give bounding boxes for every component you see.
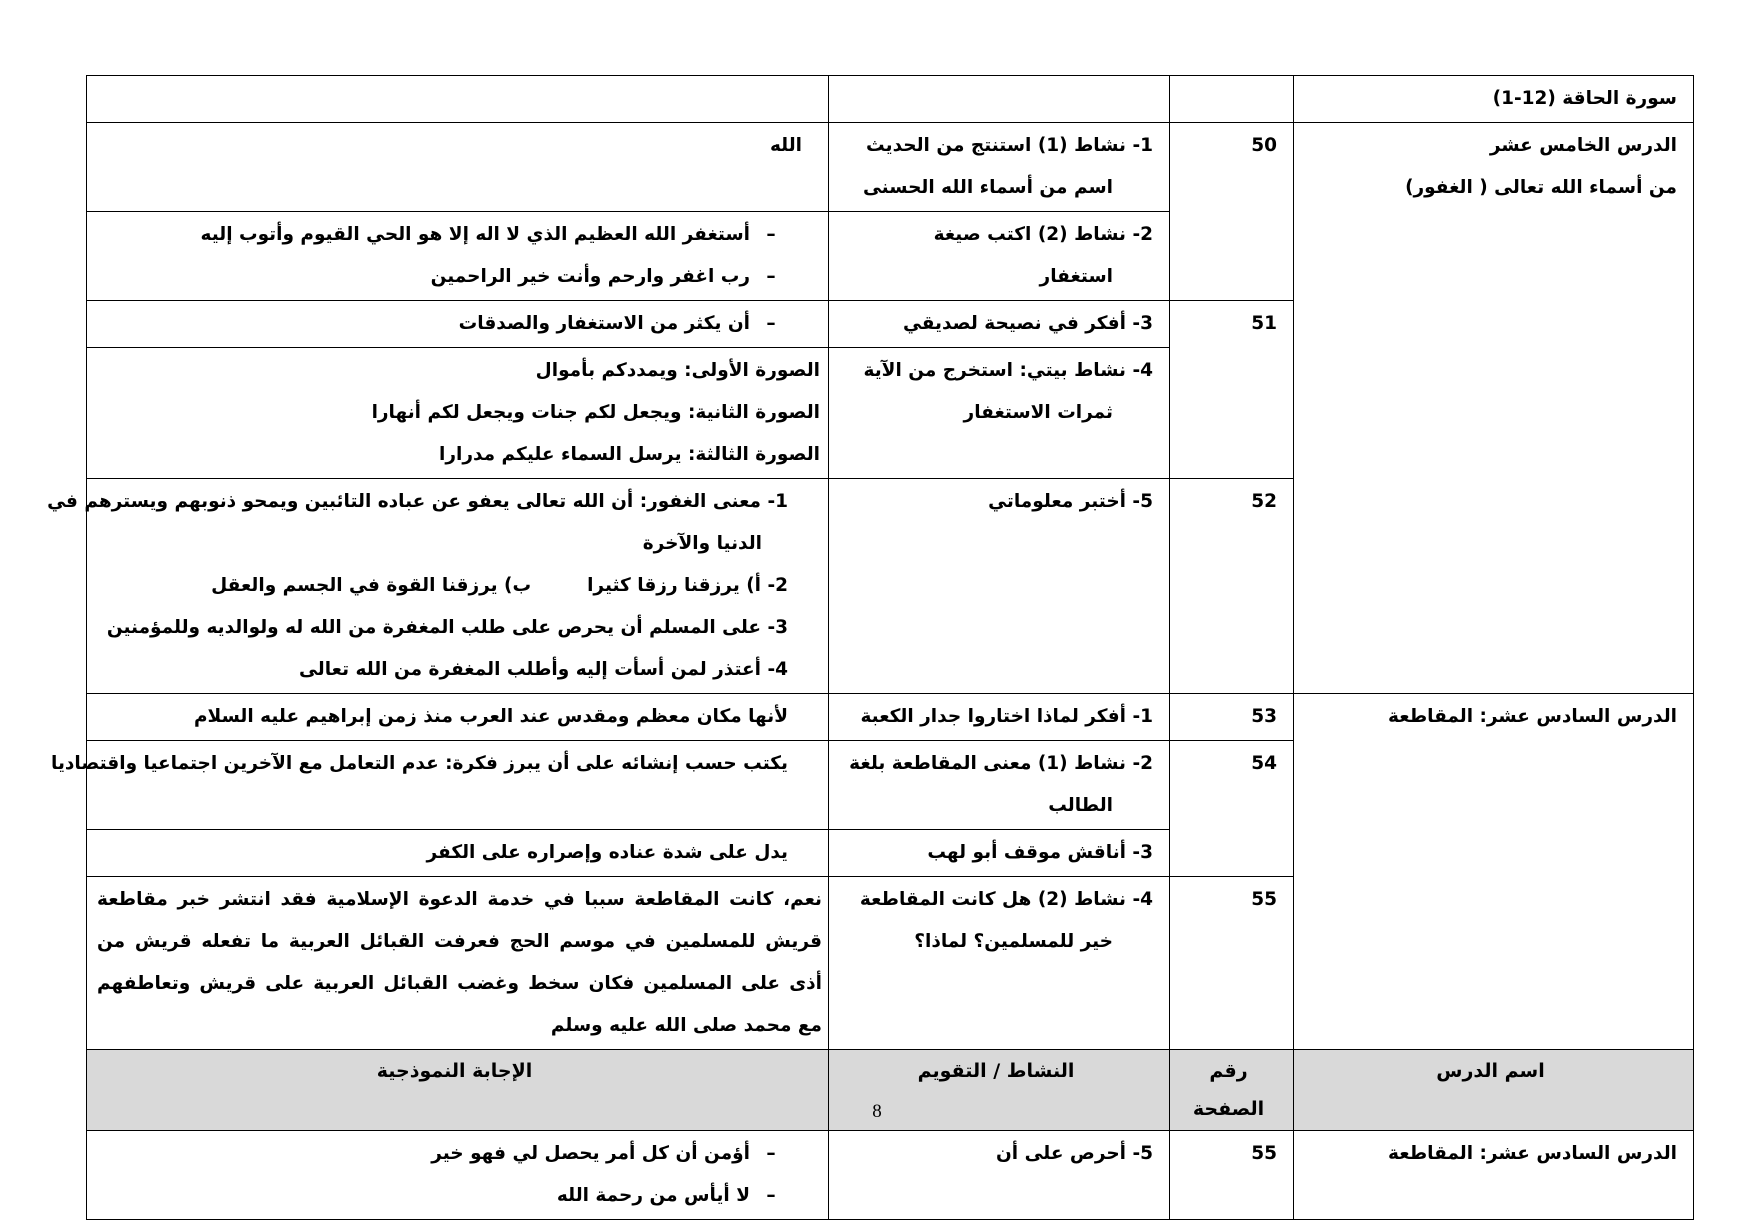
lesson-answer-table — [47, 75, 1694, 1220]
lesson-name-cell — [1294, 1131, 1694, 1220]
page-number-cell: 51 — [1170, 301, 1294, 479]
answer-cell: نعم، كانت المقاطعة سببا في خدمة الدعوة الإسلامية فقد انتشر خبر مقاطعة قريش للمسلمين في موسم الحج فعرفت القبائل العربية ما تفعله قريش من أذى على المسلمين فكان سخط وغضب القبائل العربية على قريش وتعاطفهم مع محمد صلى الله عليه وسلم — [87, 877, 829, 1050]
lesson-title: الدرس السادس عشر: المقاطعة — [1388, 706, 1677, 727]
answer-cell: 1- معنى الغفور: أن الله تعالى يعفو عن عباده التائبين ويمحو ذنوبهم ويسترهم في الدنيا والآخرة 2- أ) يرزقنا رزقا كثيراب) يرزقنا القوة في الجسم والعقل 3- على المسلم أن يحرص على طلب المغفرة من الله له ولوالديه وللمؤمنين 4- أعتذر لمن أسأت إليه وأطلب المغفرة من الله تعالى — [87, 479, 829, 694]
answer-cell: يدل على شدة عناده وإصراره على الكفر — [87, 830, 829, 877]
page-number-cell: 55 — [1170, 877, 1294, 1050]
activity-cell: 5- أختبر معلوماتي — [829, 479, 1170, 694]
page-number-cell: 53 — [1170, 694, 1294, 741]
activity-cell: 3- أناقش موقف أبو لهب — [829, 830, 1170, 877]
activity-cell: 1- أفكر لماذا اختاروا جدار الكعبة — [829, 694, 1170, 741]
answer-cell: يكتب حسب إنشائه على أن يبرز فكرة: عدم التعامل مع الآخرين اجتماعيا واقتصاديا — [87, 741, 829, 830]
lesson-title: الدرس السادس عشر: المقاطعة — [1388, 1143, 1677, 1164]
table-row — [87, 1131, 1694, 1220]
lesson-subtitle: من أسماء الله تعالى ( الغفور) — [1405, 177, 1677, 198]
lesson-name-cell — [1294, 694, 1694, 1050]
table-row — [87, 123, 1694, 212]
activity-cell: 1- نشاط (1) استنتج من الحديث اسم من أسماء الله الحسنى — [829, 123, 1170, 212]
answer-cell: لأنها مكان معظم ومقدس عند العرب منذ زمن إبراهيم عليه السلام — [87, 694, 829, 741]
activity-cell: 3- أفكر في نصيحة لصديقي — [829, 301, 1170, 348]
activity-cell: 2- نشاط (1) معنى المقاطعة بلغة الطالب — [829, 741, 1170, 830]
activity-cell: 4- نشاط بيتي: استخرج من الآية ثمرات الاستغفار — [829, 348, 1170, 479]
page-number: 8 — [872, 1101, 882, 1122]
column-header-page: رقم الصفحة — [1170, 1050, 1294, 1131]
empty-cell — [87, 76, 829, 123]
activity-cell: 2- نشاط (2) اكتب صيغة استغفار — [829, 212, 1170, 301]
surah-title: سورة الحاقة (12-1) — [1294, 76, 1694, 123]
page-number-cell: 55 — [1170, 1131, 1294, 1220]
answer-cell: الصورة الأولى: ويمددكم بأموال الصورة الثانية: ويجعل لكم جنات ويجعل لكم أنهارا الصورة الثالثة: يرسل السماء عليكم مدرارا — [87, 348, 829, 479]
answer-cell: –أؤمن أن كل أمر يحصل لي فهو خير –لا أيأس من رحمة الله — [87, 1131, 829, 1220]
lesson-title: الدرس الخامس عشر — [1489, 135, 1677, 156]
activity-cell: 4- نشاط (2) هل كانت المقاطعة خير للمسلمين؟ لماذا؟ — [829, 877, 1170, 1050]
column-header-answer: الإجابة النموذجية — [87, 1050, 829, 1131]
empty-cell — [829, 76, 1170, 123]
page-number-cell: 54 — [1170, 741, 1294, 877]
table-row — [87, 76, 1694, 123]
answer-cell: الله — [87, 123, 829, 212]
empty-cell — [1170, 76, 1294, 123]
activity-cell: 5- أحرص على أن — [829, 1131, 1170, 1220]
answer-cell: –أن يكثر من الاستغفار والصدقات — [87, 301, 829, 348]
table-row — [87, 694, 1694, 741]
page-number-cell: 50 — [1170, 123, 1294, 301]
lesson-name-cell — [1294, 123, 1694, 694]
column-header-lesson: اسم الدرس — [1294, 1050, 1694, 1131]
column-header-activity: النشاط / التقويم — [829, 1050, 1170, 1131]
answer-cell: –أستغفر الله العظيم الذي لا اله إلا هو الحي القيوم وأتوب إليه –رب اغفر وارحم وأنت خير الراحمين — [87, 212, 829, 301]
page-number-cell: 52 — [1170, 479, 1294, 694]
